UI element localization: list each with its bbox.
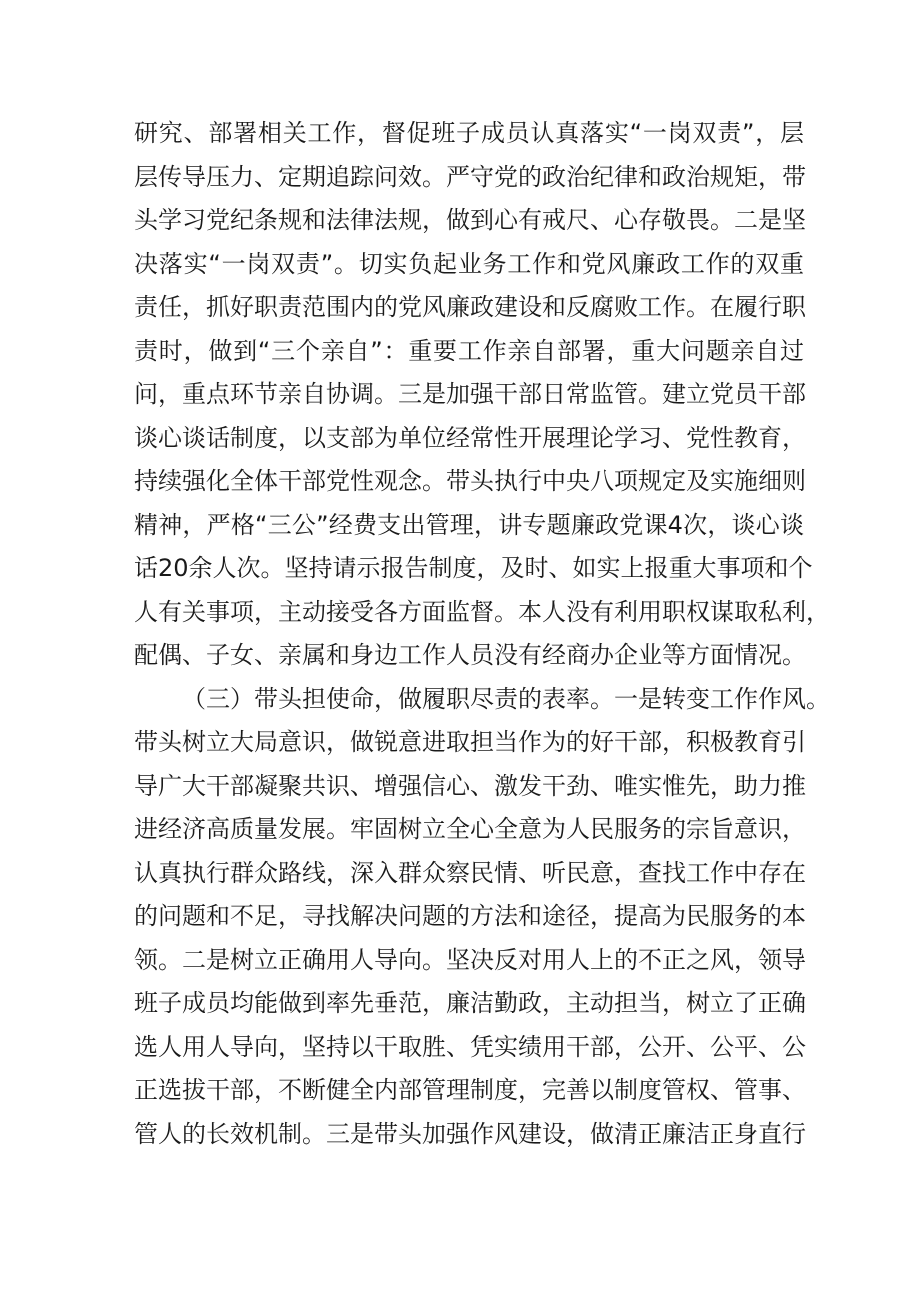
text-line: 精神，严格“三公”经费支出管理，讲专题廉政党课4次，谈心谈 (134, 510, 804, 539)
text-line: 的问题和不足，寻找解决问题的方法和途径，提高为民服务的本 (134, 902, 806, 930)
text-line: 人有关事项，主动接受各方面监督。本人没有利用职权谋取私利， (134, 597, 830, 626)
text-line: 持续强化全体干部党性观念。带头执行中央八项规定及实施细则 (134, 467, 806, 495)
paragraph-last-line: 配偶、子女、亲属和身边工作人员没有经商办企业等方面情况。 (134, 641, 806, 669)
text-line: 带头树立大局意识，做锐意进取担当作为的好干部，积极教育引 (134, 728, 806, 756)
text-line: 正选拔干部，不断健全内部管理制度，完善以制度管权、管事、 (134, 1076, 806, 1104)
text-line: 进经济高质量发展。牢固树立全心全意为人民服务的宗旨意识， (134, 815, 806, 843)
text-line: 谈心谈话制度，以支部为单位经常性开展理论学习、党性教育， (134, 423, 806, 452)
text-line: 责时，做到“三个亲自”：重要工作亲自部署，重大问题亲自过 (134, 336, 804, 365)
text-line: 认真执行群众路线，深入群众察民情、听民意，查找工作中存在 (134, 858, 806, 887)
section-heading-line: （三）带头担使命，做履职尽责的表率。一是转变工作作风。 (182, 684, 830, 713)
text-line: 问，重点环节亲自协调。三是加强干部日常监管。建立党员干部 (134, 380, 806, 408)
text-line: 领。二是树立正确用人导向。坚决反对用人上的不正之风，领导 (134, 945, 806, 974)
text-line: 班子成员均能做到率先垂范，廉洁勤政，主动担当，树立了正确 (134, 989, 806, 1017)
text-line: 导广大干部凝聚共识、增强信心、激发干劲、唯实惟先，助力推 (134, 771, 806, 800)
body-text (134, 112, 830, 1156)
text-line: 管人的长效机制。三是带头加强作风建设，做清正廉洁正身直行 (134, 1119, 806, 1148)
text-line: 层传导压力、定期追踪问效。严守党的政治纪律和政治规矩，带 (134, 162, 806, 191)
text-line: 责任，抓好职责范围内的党风廉政建设和反腐败工作。在履行职 (134, 293, 806, 321)
text-line: 决落实“一岗双责”。切实负起业务工作和党风廉政工作的双重 (134, 249, 804, 278)
text-line: 话20余人次。坚持请示报告制度，及时、如实上报重大事项和个 (134, 554, 813, 582)
text-line: 选人用人导向，坚持以干取胜、凭实绩用干部，公开、公平、公 (134, 1032, 806, 1061)
text-line: 研究、部署相关工作，督促班子成员认真落实“一岗双责”，层 (134, 119, 804, 147)
text-line: 头学习党纪条规和法律法规，做到心有戒尺、心存敬畏。二是坚 (134, 206, 806, 234)
